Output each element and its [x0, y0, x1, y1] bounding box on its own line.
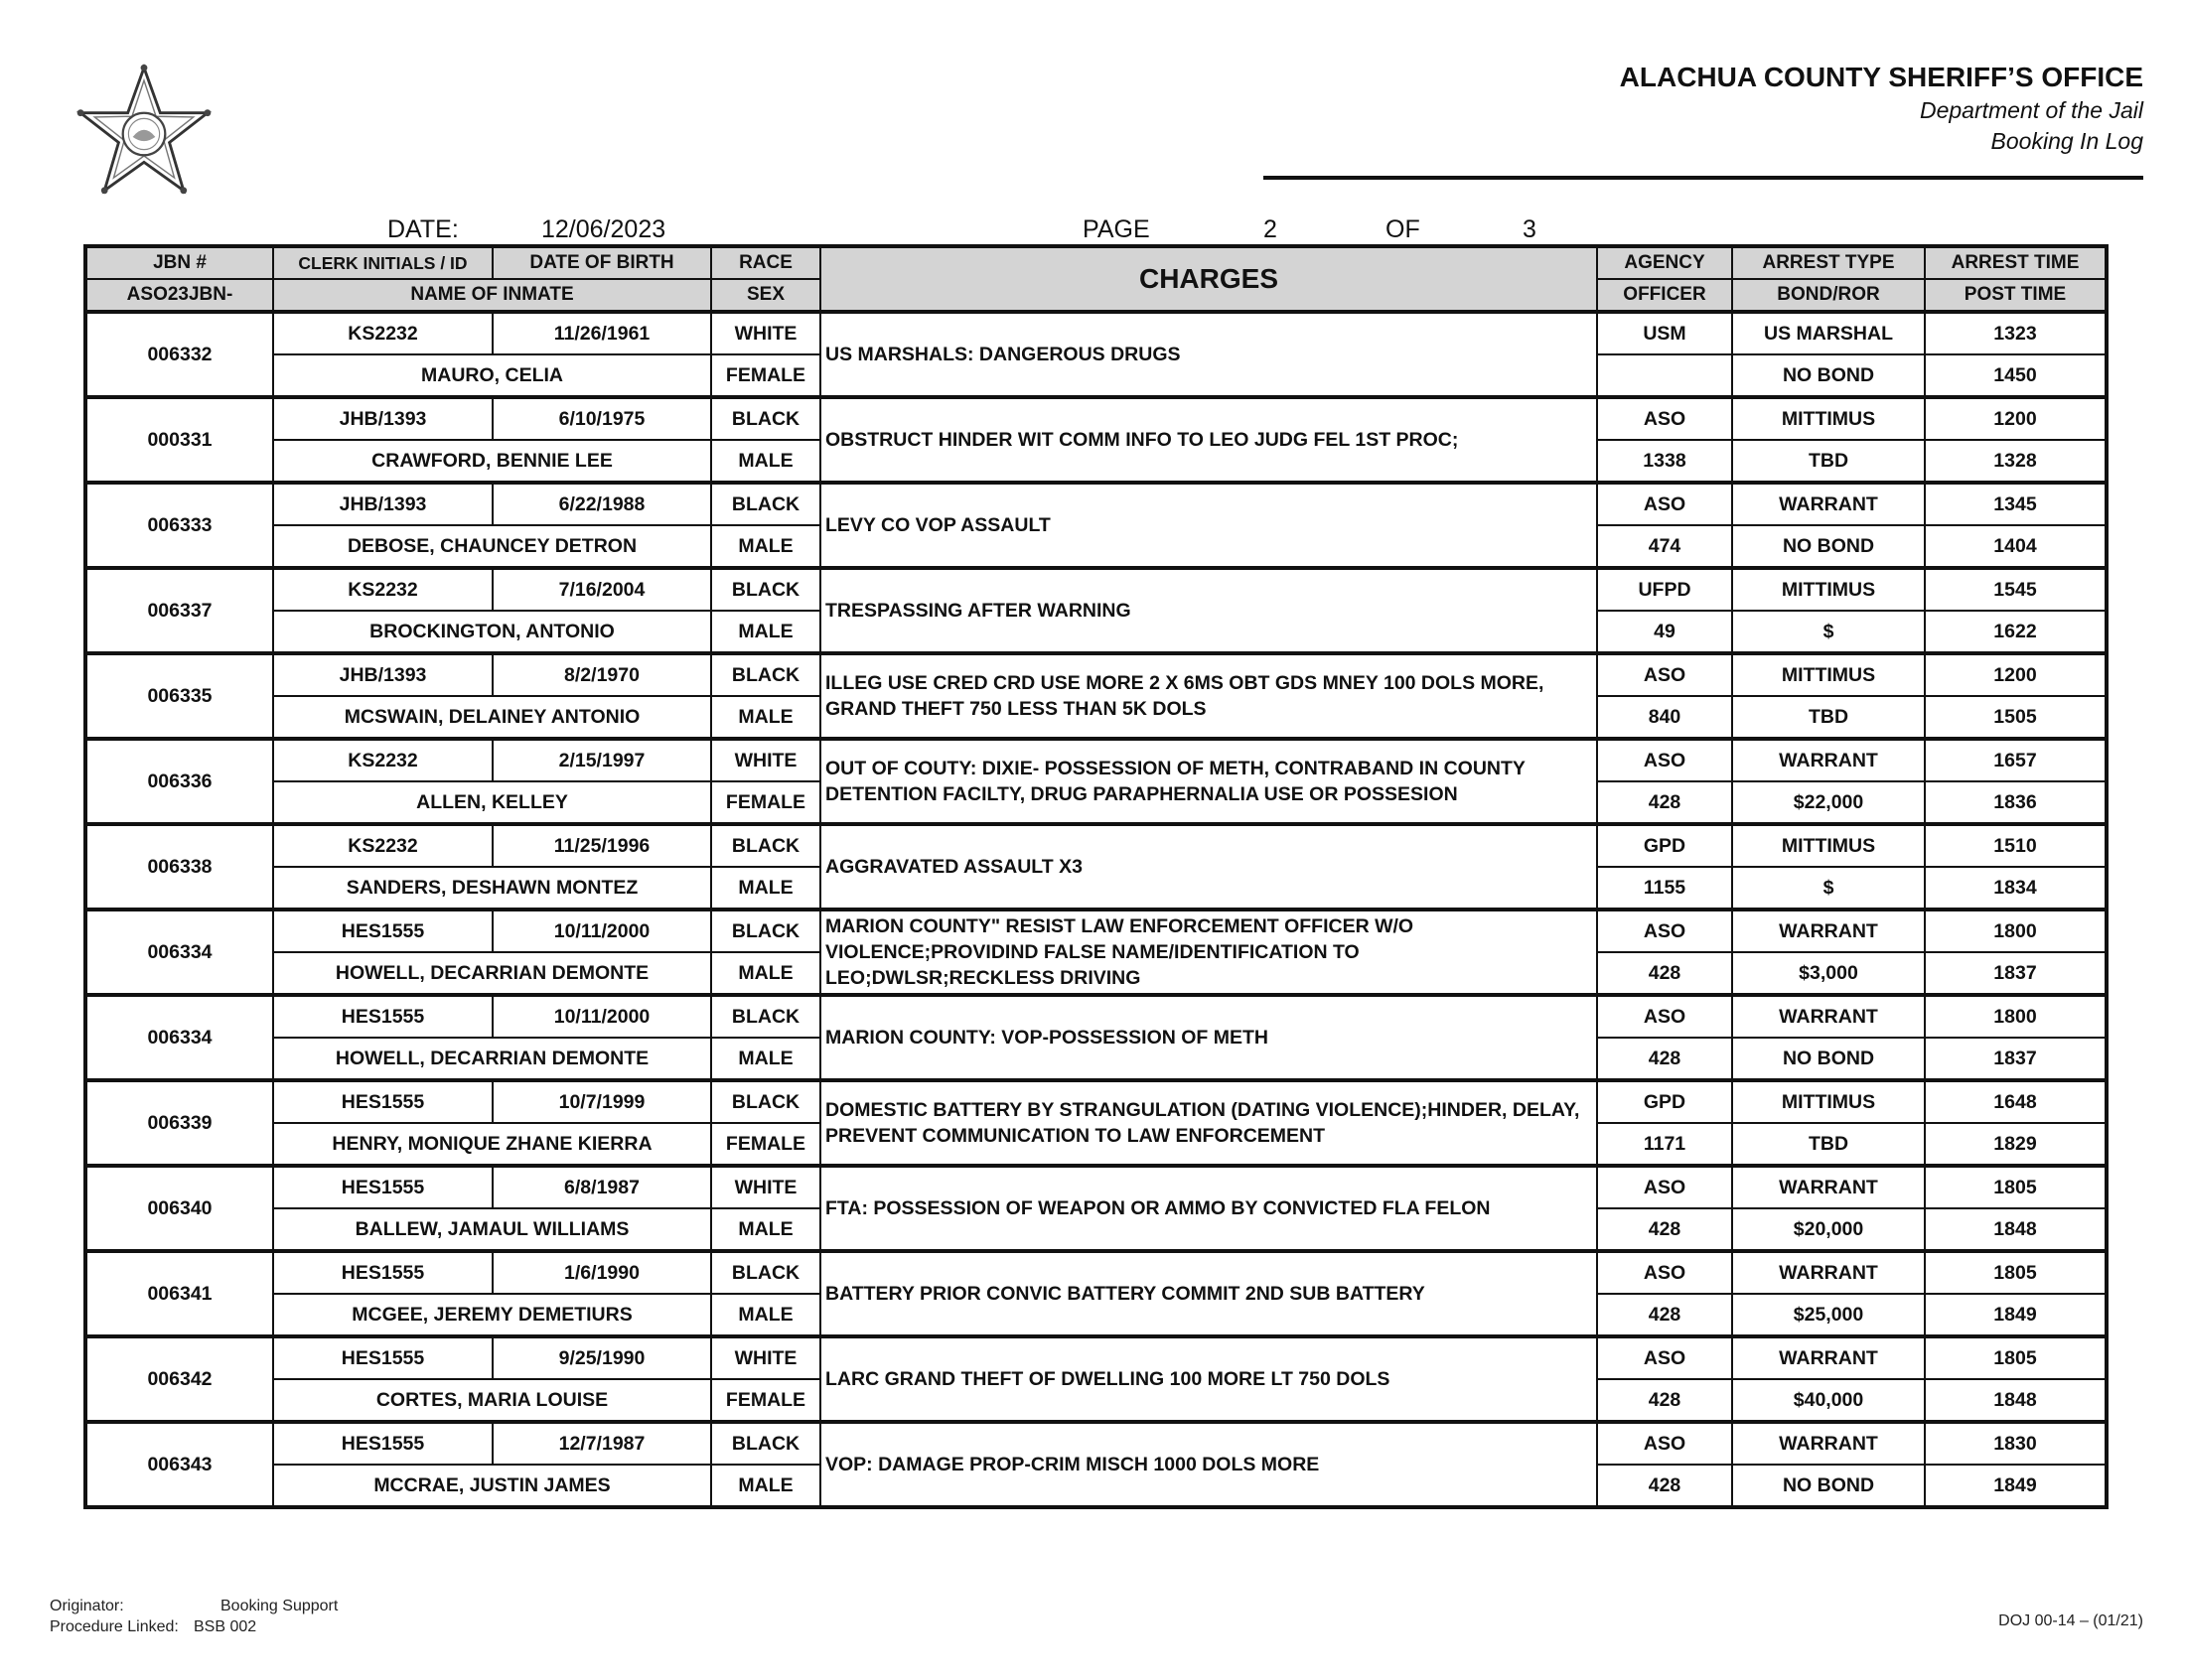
of-label: OF: [1385, 215, 1420, 243]
arrest-type-cell: WARRANT: [1732, 483, 1925, 525]
jbn-cell: 006338: [85, 824, 273, 910]
document-header: [1620, 60, 2143, 157]
bond-cell: NO BOND: [1732, 525, 1925, 568]
race-cell: BLACK: [711, 1080, 820, 1123]
page-total: 3: [1523, 215, 1536, 243]
officer-cell: 428: [1597, 1038, 1732, 1080]
table-row: [85, 1422, 2107, 1465]
post-time-cell: 1834: [1925, 867, 2107, 910]
clerk-cell: KS2232: [273, 568, 493, 611]
originator-value: Booking Support: [220, 1598, 339, 1614]
dob-cell: 11/25/1996: [493, 824, 711, 867]
table-row: [85, 568, 2107, 611]
clerk-cell: JHB/1393: [273, 483, 493, 525]
arrest-type-cell: MITTIMUS: [1732, 653, 1925, 696]
post-time-cell: 1450: [1925, 354, 2107, 397]
clerk-cell: JHB/1393: [273, 653, 493, 696]
sex-cell: MALE: [711, 1038, 820, 1080]
dob-cell: 2/15/1997: [493, 739, 711, 781]
sex-cell: FEMALE: [711, 781, 820, 824]
post-time-cell: 1404: [1925, 525, 2107, 568]
jbn-cell: 006340: [85, 1166, 273, 1251]
dob-cell: 1/6/1990: [493, 1251, 711, 1294]
col-charges: CHARGES: [820, 246, 1597, 312]
post-time-cell: 1848: [1925, 1208, 2107, 1251]
col-dob: DATE OF BIRTH: [493, 246, 711, 279]
col-jbn: JBN #: [85, 246, 273, 279]
arrest-type-cell: US MARSHAL: [1732, 312, 1925, 354]
clerk-cell: HES1555: [273, 1080, 493, 1123]
jbn-cell: 006334: [85, 910, 273, 995]
dob-cell: 6/22/1988: [493, 483, 711, 525]
agency-cell: GPD: [1597, 824, 1732, 867]
sex-cell: FEMALE: [711, 1379, 820, 1422]
procedure-label: Procedure Linked:: [50, 1618, 179, 1635]
arrest-time-cell: 1830: [1925, 1422, 2107, 1465]
arrest-type-cell: MITTIMUS: [1732, 1080, 1925, 1123]
charges-cell: OBSTRUCT HINDER WIT COMM INFO TO LEO JUDG FEL 1ST PROC;: [820, 397, 1597, 483]
table-row: [85, 824, 2107, 867]
post-time-cell: 1837: [1925, 1038, 2107, 1080]
date-value: 12/06/2023: [541, 215, 666, 243]
clerk-cell: HES1555: [273, 1336, 493, 1379]
agency-cell: ASO: [1597, 1251, 1732, 1294]
inmate-name-cell: HOWELL, DECARRIAN DEMONTE: [273, 1038, 711, 1080]
race-cell: WHITE: [711, 1166, 820, 1208]
inmate-name-cell: SANDERS, DESHAWN MONTEZ: [273, 867, 711, 910]
table-row: [85, 1166, 2107, 1208]
officer-cell: 428: [1597, 1379, 1732, 1422]
arrest-time-cell: 1510: [1925, 824, 2107, 867]
charges-cell: MARION COUNTY" RESIST LAW ENFORCEMENT OFFICER W/O VIOLENCE;PROVIDIND FALSE NAME/IDENTIFICATION TO LEO;DWLSR;RECKLESS DRIVING: [820, 910, 1597, 995]
charges-cell: BATTERY PRIOR CONVIC BATTERY COMMIT 2ND SUB BATTERY: [820, 1251, 1597, 1336]
charges-cell: OUT OF COUTY: DIXIE- POSSESSION OF METH, CONTRABAND IN COUNTY DETENTION FACILTY, DRUG PARAPHERNALIA USE OR POSSESION: [820, 739, 1597, 824]
bond-cell: NO BOND: [1732, 1465, 1925, 1507]
table-row: [85, 995, 2107, 1038]
table-row: [85, 739, 2107, 781]
bond-cell: TBD: [1732, 440, 1925, 483]
sex-cell: MALE: [711, 1294, 820, 1336]
clerk-cell: HES1555: [273, 910, 493, 952]
race-cell: BLACK: [711, 483, 820, 525]
race-cell: WHITE: [711, 739, 820, 781]
jbn-cell: 006337: [85, 568, 273, 653]
bond-cell: TBD: [1732, 696, 1925, 739]
arrest-type-cell: WARRANT: [1732, 1336, 1925, 1379]
post-time-cell: 1505: [1925, 696, 2107, 739]
charges-cell: ILLEG USE CRED CRD USE MORE 2 X 6MS OBT GDS MNEY 100 DOLS MORE, GRAND THEFT 750 LESS THAN 5K DOLS: [820, 653, 1597, 739]
inmate-name-cell: HENRY, MONIQUE ZHANE KIERRA: [273, 1123, 711, 1166]
arrest-type-cell: WARRANT: [1732, 739, 1925, 781]
clerk-cell: HES1555: [273, 1251, 493, 1294]
col-arrest-type: ARREST TYPE: [1732, 246, 1925, 279]
arrest-time-cell: 1200: [1925, 397, 2107, 440]
clerk-cell: KS2232: [273, 739, 493, 781]
originator-label: Originator:: [50, 1598, 124, 1614]
race-cell: WHITE: [711, 312, 820, 354]
table-row: [85, 312, 2107, 354]
charges-cell: AGGRAVATED ASSAULT X3: [820, 824, 1597, 910]
dob-cell: 10/11/2000: [493, 910, 711, 952]
post-time-cell: 1837: [1925, 952, 2107, 995]
jbn-cell: 006341: [85, 1251, 273, 1336]
agency-cell: GPD: [1597, 1080, 1732, 1123]
table-row: [85, 1080, 2107, 1123]
form-code: DOJ 00-14 – (01/21): [1998, 1612, 2143, 1629]
sex-cell: FEMALE: [711, 354, 820, 397]
table-row: [85, 1251, 2107, 1294]
post-time-cell: 1848: [1925, 1379, 2107, 1422]
inmate-name-cell: CRAWFORD, BENNIE LEE: [273, 440, 711, 483]
agency-cell: ASO: [1597, 483, 1732, 525]
inmate-name-cell: HOWELL, DECARRIAN DEMONTE: [273, 952, 711, 995]
arrest-time-cell: 1805: [1925, 1251, 2107, 1294]
col-name: NAME OF INMATE: [273, 279, 711, 312]
col-bond: BOND/ROR: [1732, 279, 1925, 312]
officer-cell: 474: [1597, 525, 1732, 568]
arrest-time-cell: 1657: [1925, 739, 2107, 781]
inmate-name-cell: MCGEE, JEREMY DEMETIURS: [273, 1294, 711, 1336]
agency-cell: ASO: [1597, 1422, 1732, 1465]
table-row: [85, 397, 2107, 440]
charges-cell: FTA: POSSESSION OF WEAPON OR AMMO BY CONVICTED FLA FELON: [820, 1166, 1597, 1251]
table-row: [85, 483, 2107, 525]
jbn-cell: 006332: [85, 312, 273, 397]
office-title: ALACHUA COUNTY SHERIFF’S OFFICE: [1619, 62, 2143, 92]
table-row: [85, 910, 2107, 952]
sex-cell: MALE: [711, 696, 820, 739]
dob-cell: 9/25/1990: [493, 1336, 711, 1379]
race-cell: BLACK: [711, 995, 820, 1038]
charges-cell: LEVY CO VOP ASSAULT: [820, 483, 1597, 568]
clerk-cell: HES1555: [273, 1422, 493, 1465]
jbn-cell: 006334: [85, 995, 273, 1080]
jbn-cell: 006333: [85, 483, 273, 568]
page-number: 2: [1263, 215, 1277, 243]
arrest-type-cell: WARRANT: [1732, 1422, 1925, 1465]
col-race: RACE: [711, 246, 820, 279]
booking-log-table: [83, 244, 2109, 1509]
bond-cell: $20,000: [1732, 1208, 1925, 1251]
clerk-cell: JHB/1393: [273, 397, 493, 440]
arrest-time-cell: 1200: [1925, 653, 2107, 696]
dob-cell: 11/26/1961: [493, 312, 711, 354]
arrest-time-cell: 1805: [1925, 1166, 2107, 1208]
sex-cell: MALE: [711, 440, 820, 483]
sheriff-star-badge-icon: [73, 64, 215, 205]
dob-cell: 10/11/2000: [493, 995, 711, 1038]
arrest-type-cell: MITTIMUS: [1732, 397, 1925, 440]
officer-cell: 428: [1597, 1294, 1732, 1336]
date-label: DATE:: [387, 215, 459, 243]
jbn-cell: 006336: [85, 739, 273, 824]
race-cell: BLACK: [711, 653, 820, 696]
charges-cell: DOMESTIC BATTERY BY STRANGULATION (DATING VIOLENCE);HINDER, DELAY, PREVENT COMMUNICATION TO LAW ENFORCEMENT: [820, 1080, 1597, 1166]
col-sex: SEX: [711, 279, 820, 312]
col-post-time: POST TIME: [1925, 279, 2107, 312]
race-cell: BLACK: [711, 1422, 820, 1465]
dob-cell: 10/7/1999: [493, 1080, 711, 1123]
agency-cell: ASO: [1597, 910, 1732, 952]
sex-cell: MALE: [711, 952, 820, 995]
post-time-cell: 1328: [1925, 440, 2107, 483]
col-officer: OFFICER: [1597, 279, 1732, 312]
officer-cell: 1171: [1597, 1123, 1732, 1166]
race-cell: WHITE: [711, 1336, 820, 1379]
jbn-cell: 006339: [85, 1080, 273, 1166]
officer-cell: [1597, 354, 1732, 397]
bond-cell: $25,000: [1732, 1294, 1925, 1336]
jbn-cell: 006342: [85, 1336, 273, 1422]
charges-cell: VOP: DAMAGE PROP-CRIM MISCH 1000 DOLS MORE: [820, 1422, 1597, 1507]
arrest-type-cell: WARRANT: [1732, 995, 1925, 1038]
arrest-type-cell: MITTIMUS: [1732, 568, 1925, 611]
booking-log-body: [85, 312, 2107, 1507]
arrest-time-cell: 1545: [1925, 568, 2107, 611]
arrest-type-cell: WARRANT: [1732, 910, 1925, 952]
post-time-cell: 1849: [1925, 1465, 2107, 1507]
agency-cell: ASO: [1597, 995, 1732, 1038]
agency-cell: ASO: [1597, 653, 1732, 696]
procedure-value: BSB 002: [194, 1618, 257, 1635]
bond-cell: TBD: [1732, 1123, 1925, 1166]
charges-cell: US MARSHALS: DANGEROUS DRUGS: [820, 312, 1597, 397]
col-jbn-prefix: ASO23JBN-: [85, 279, 273, 312]
arrest-type-cell: MITTIMUS: [1732, 824, 1925, 867]
dob-cell: 8/2/1970: [493, 653, 711, 696]
charges-cell: TRESPASSING AFTER WARNING: [820, 568, 1597, 653]
col-clerk: CLERK INITIALS / ID: [273, 246, 493, 279]
post-time-cell: 1836: [1925, 781, 2107, 824]
arrest-time-cell: 1800: [1925, 910, 2107, 952]
officer-cell: 428: [1597, 1465, 1732, 1507]
sex-cell: MALE: [711, 525, 820, 568]
charges-cell: LARC GRAND THEFT OF DWELLING 100 MORE LT 750 DOLS: [820, 1336, 1597, 1422]
officer-cell: 428: [1597, 1208, 1732, 1251]
sex-cell: MALE: [711, 867, 820, 910]
header-row-1: [85, 246, 2107, 279]
inmate-name-cell: ALLEN, KELLEY: [273, 781, 711, 824]
inmate-name-cell: MCCRAE, JUSTIN JAMES: [273, 1465, 711, 1507]
officer-cell: 49: [1597, 611, 1732, 653]
inmate-name-cell: DEBOSE, CHAUNCEY DETRON: [273, 525, 711, 568]
bond-cell: $22,000: [1732, 781, 1925, 824]
bond-cell: $40,000: [1732, 1379, 1925, 1422]
log-title: Booking In Log: [1990, 128, 2143, 154]
race-cell: BLACK: [711, 824, 820, 867]
clerk-cell: KS2232: [273, 312, 493, 354]
charges-cell: MARION COUNTY: VOP-POSSESSION OF METH: [820, 995, 1597, 1080]
table-row: [85, 1336, 2107, 1379]
inmate-name-cell: MCSWAIN, DELAINEY ANTONIO: [273, 696, 711, 739]
bond-cell: $: [1732, 867, 1925, 910]
officer-cell: 840: [1597, 696, 1732, 739]
officer-cell: 1338: [1597, 440, 1732, 483]
col-arrest-time: ARREST TIME: [1925, 246, 2107, 279]
inmate-name-cell: BALLEW, JAMAUL WILLIAMS: [273, 1208, 711, 1251]
arrest-time-cell: 1345: [1925, 483, 2107, 525]
inmate-name-cell: CORTES, MARIA LOUISE: [273, 1379, 711, 1422]
dob-cell: 6/10/1975: [493, 397, 711, 440]
dob-cell: 6/8/1987: [493, 1166, 711, 1208]
col-agency: AGENCY: [1597, 246, 1732, 279]
jbn-cell: 000331: [85, 397, 273, 483]
jbn-cell: 006343: [85, 1422, 273, 1507]
arrest-time-cell: 1323: [1925, 312, 2107, 354]
officer-cell: 428: [1597, 781, 1732, 824]
table-row: [85, 653, 2107, 696]
race-cell: BLACK: [711, 910, 820, 952]
arrest-type-cell: WARRANT: [1732, 1251, 1925, 1294]
arrest-time-cell: 1800: [1925, 995, 2107, 1038]
agency-cell: UFPD: [1597, 568, 1732, 611]
clerk-cell: HES1555: [273, 995, 493, 1038]
header-divider: [1263, 176, 2143, 180]
bond-cell: NO BOND: [1732, 354, 1925, 397]
department-title: Department of the Jail: [1919, 97, 2143, 123]
inmate-name-cell: MAURO, CELIA: [273, 354, 711, 397]
agency-cell: USM: [1597, 312, 1732, 354]
clerk-cell: KS2232: [273, 824, 493, 867]
sex-cell: MALE: [711, 611, 820, 653]
agency-cell: ASO: [1597, 1336, 1732, 1379]
agency-cell: ASO: [1597, 397, 1732, 440]
race-cell: BLACK: [711, 397, 820, 440]
sex-cell: MALE: [711, 1465, 820, 1507]
inmate-name-cell: BROCKINGTON, ANTONIO: [273, 611, 711, 653]
page-label: PAGE: [1083, 215, 1150, 243]
arrest-type-cell: WARRANT: [1732, 1166, 1925, 1208]
sex-cell: MALE: [711, 1208, 820, 1251]
jbn-cell: 006335: [85, 653, 273, 739]
arrest-time-cell: 1648: [1925, 1080, 2107, 1123]
bond-cell: $: [1732, 611, 1925, 653]
post-time-cell: 1622: [1925, 611, 2107, 653]
officer-cell: 428: [1597, 952, 1732, 995]
dob-cell: 7/16/2004: [493, 568, 711, 611]
race-cell: BLACK: [711, 1251, 820, 1294]
post-time-cell: 1829: [1925, 1123, 2107, 1166]
post-time-cell: 1849: [1925, 1294, 2107, 1336]
race-cell: BLACK: [711, 568, 820, 611]
agency-cell: ASO: [1597, 1166, 1732, 1208]
officer-cell: 1155: [1597, 867, 1732, 910]
bond-cell: $3,000: [1732, 952, 1925, 995]
dob-cell: 12/7/1987: [493, 1422, 711, 1465]
bond-cell: NO BOND: [1732, 1038, 1925, 1080]
clerk-cell: HES1555: [273, 1166, 493, 1208]
arrest-time-cell: 1805: [1925, 1336, 2107, 1379]
agency-cell: ASO: [1597, 739, 1732, 781]
sex-cell: FEMALE: [711, 1123, 820, 1166]
